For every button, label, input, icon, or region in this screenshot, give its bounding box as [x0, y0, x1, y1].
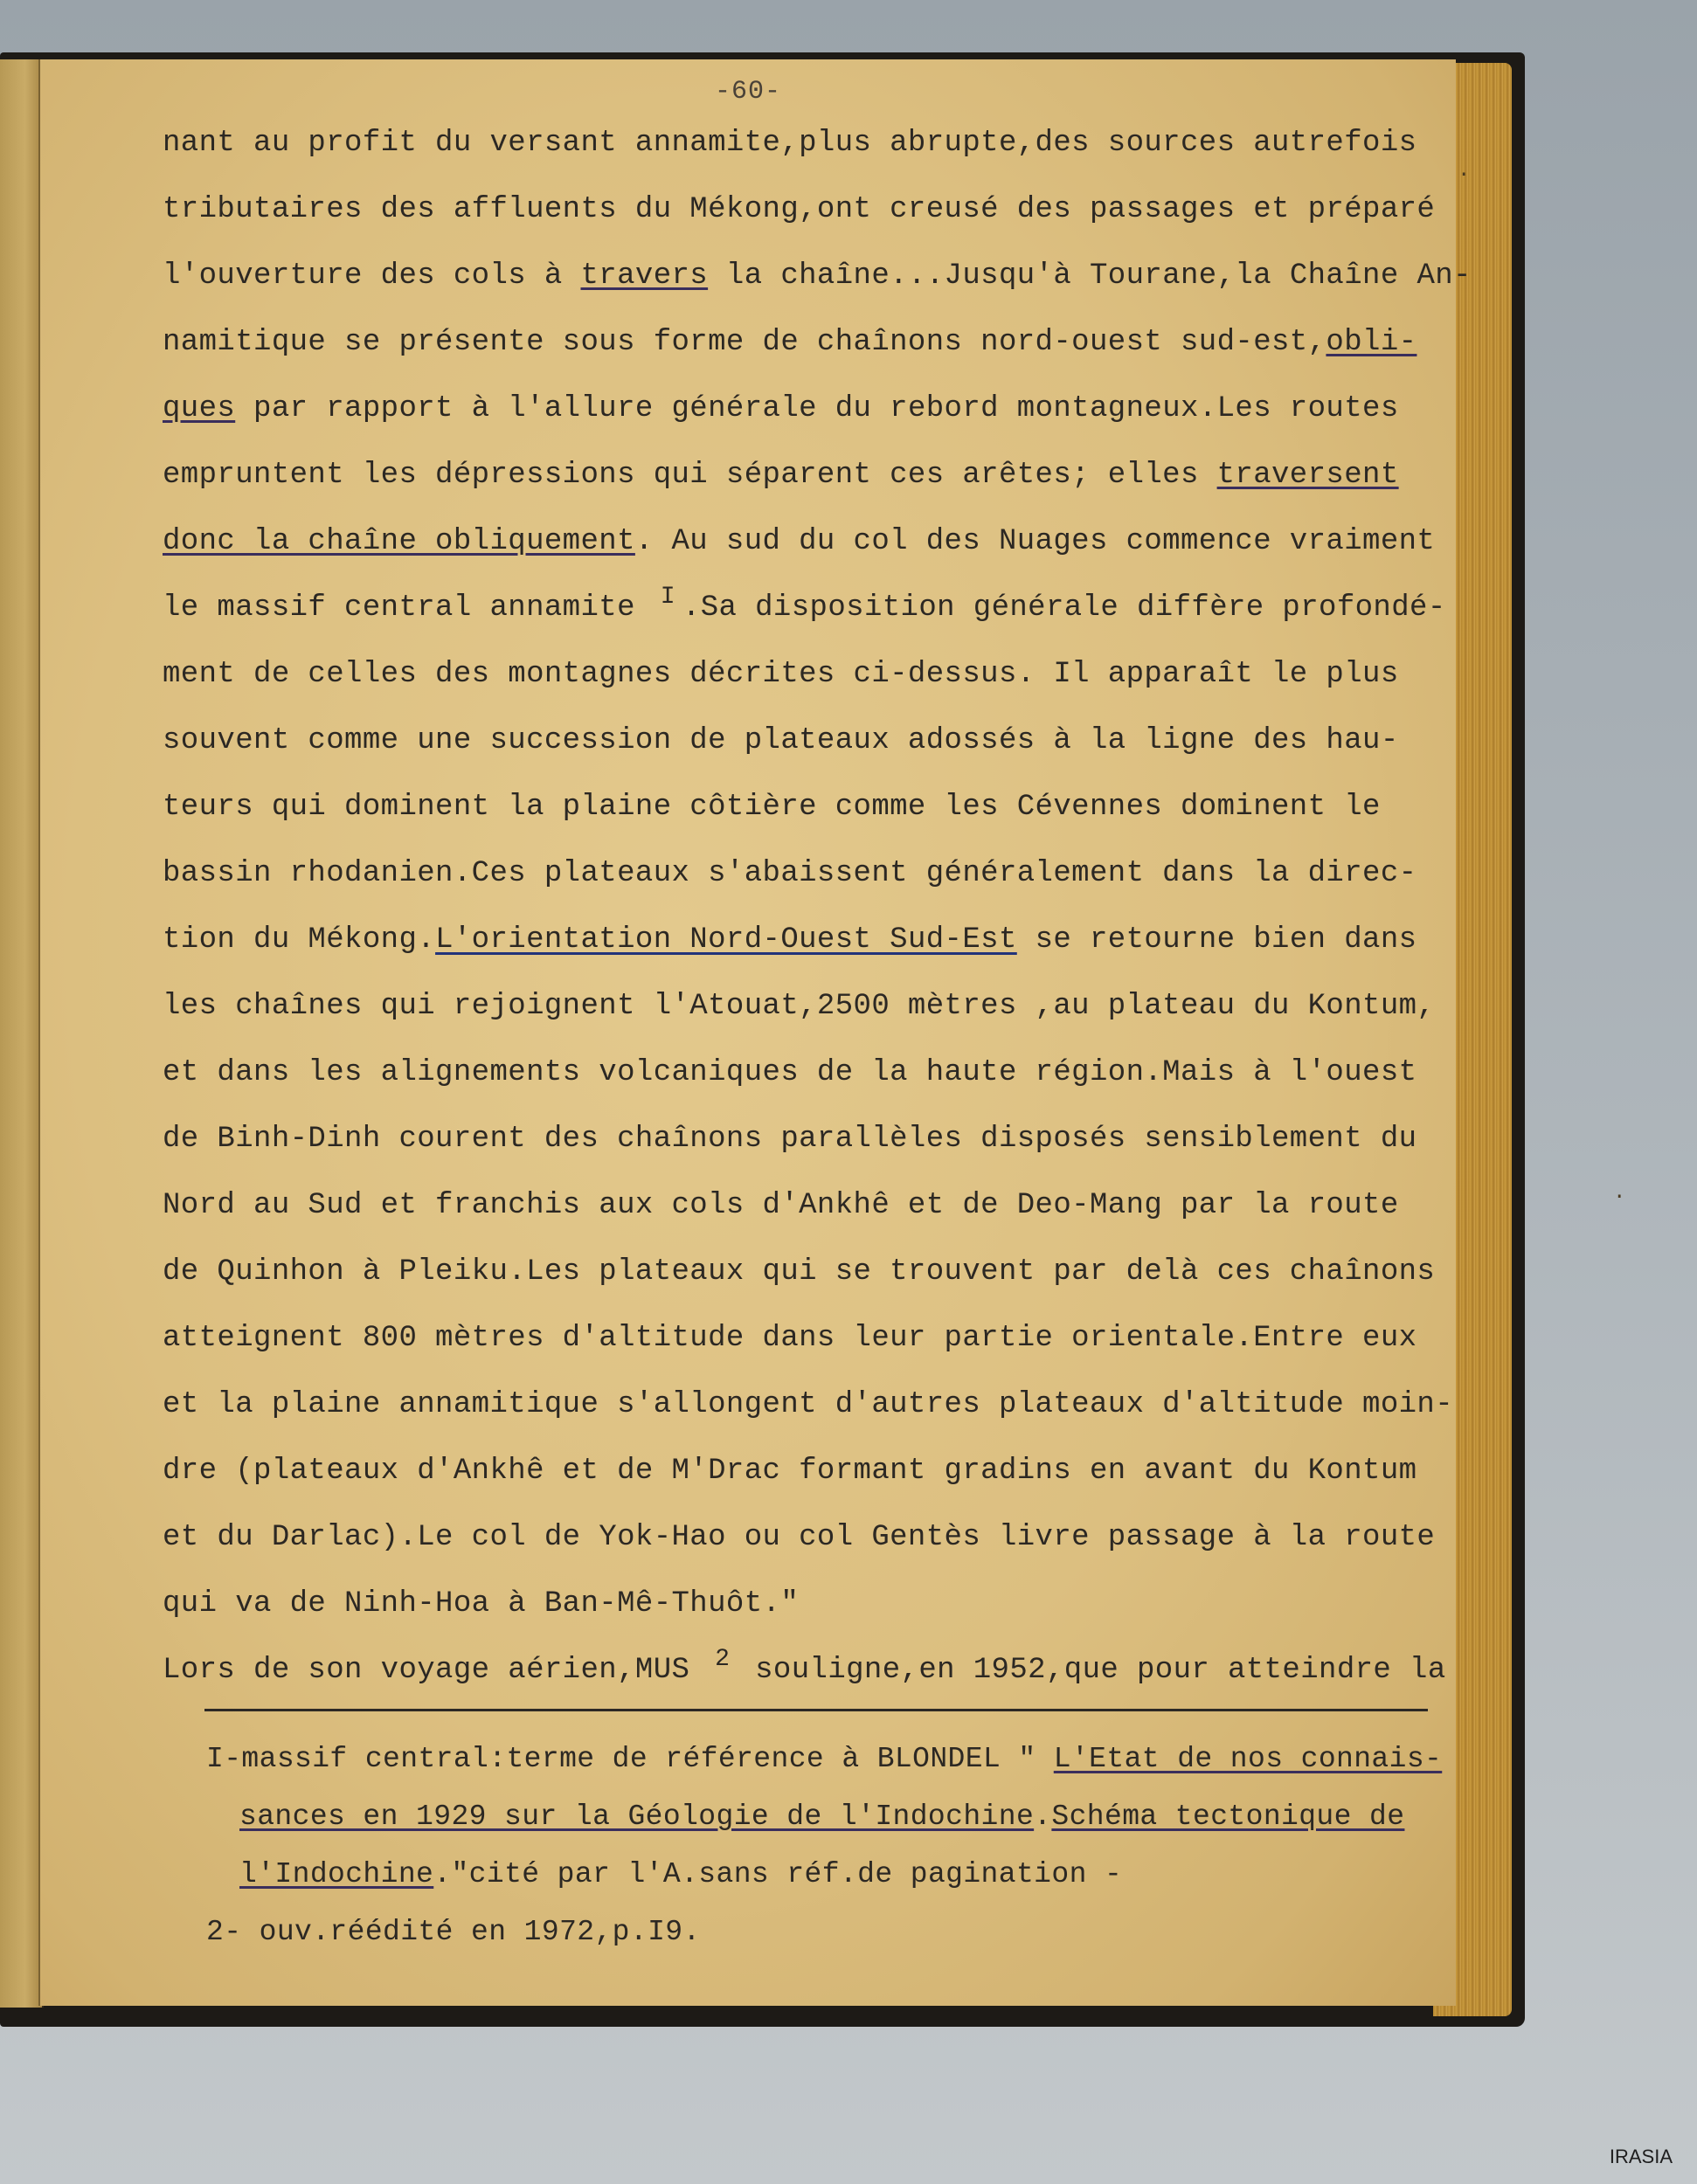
footnote-line: 2- ouv.réédité en 1972,p.I9.: [206, 1916, 701, 1948]
underlined-text: L'Etat de nos connais-: [1053, 1743, 1443, 1775]
text-line: tion du Mékong.L'orientation Nord-Ouest Sud-Est se retourne bien dans: [163, 923, 1417, 957]
text-line: teurs qui dominent la plaine côtière comme les Cévennes dominent le: [163, 791, 1381, 824]
text-line: souvent comme une succession de plateaux adossés à la ligne des hau-: [163, 724, 1399, 757]
footnotes: [206, 1744, 1447, 1974]
footnote-line: sances en 1929 sur la Géologie de l'Indochine.Schéma tectonique de: [239, 1800, 1405, 1833]
underlined-text: ques: [163, 392, 236, 425]
text-line: de Binh-Dinh courent des chaînons parallèles disposés sensiblement du: [163, 1123, 1417, 1156]
text-line: Lors de son voyage aérien,MUS $^2$ souligne,en 1952,que pour atteindre la: [163, 1646, 1446, 1687]
underlined-text: traversent: [1216, 459, 1399, 492]
underlined-text-blue: L'orientation Nord-Ouest Sud-Est: [435, 923, 1017, 957]
underlined-text: Schéma tectonique de: [1051, 1800, 1405, 1833]
margin-mark: .: [1458, 159, 1471, 183]
body-text: [163, 127, 1472, 1721]
footnote-marker-1: I: [660, 584, 675, 611]
underlined-text: sances en 1929 sur la Géologie de l'Indochine: [239, 1800, 1035, 1833]
watermark: IRASIA: [1609, 2146, 1673, 2167]
footnote-line: I-massif central:terme de référence à BLONDEL " L'Etat de nos connais-: [206, 1743, 1443, 1775]
text-line: nant au profit du versant annamite,plus abrupte,des sources autrefois: [163, 127, 1417, 160]
text-line: le massif central annamite $^I$ .Sa disposition générale diffère profondé-: [163, 584, 1446, 625]
text-line: et la plaine annamitique s'allongent d'autres plateaux d'altitude moin-: [163, 1388, 1454, 1421]
underlined-text: obli-: [1326, 326, 1417, 359]
footnote-marker-2: 2: [715, 1646, 731, 1673]
footnote-line: l'Indochine."cité par l'A.sans réf.de pagination -: [239, 1858, 1123, 1890]
text-line: namitique se présente sous forme de chaînons nord-ouest sud-est,obli-: [163, 326, 1417, 359]
text-line: Nord au Sud et franchis aux cols d'Ankhê et de Deo-Mang par la route: [163, 1189, 1399, 1222]
text-line: tributaires des affluents du Mékong,ont creusé des passages et préparé: [163, 193, 1436, 226]
text-line: empruntent les dépressions qui séparent ces arêtes; elles traversent: [163, 459, 1399, 492]
text-line: ques par rapport à l'allure générale du rebord montagneux.Les routes: [163, 392, 1399, 425]
text-line: et dans les alignements volcaniques de la haute région.Mais à l'ouest: [163, 1056, 1417, 1089]
text-line: et du Darlac).Le col de Yok-Hao ou col Gentès livre passage à la route: [163, 1521, 1436, 1554]
text-line: atteignent 800 mètres d'altitude dans leur partie orientale.Entre eux: [163, 1322, 1417, 1355]
margin-mark: .: [1613, 1181, 1626, 1205]
left-page-edge: [0, 59, 44, 2008]
underlined-text: travers: [580, 259, 709, 293]
text-line: qui va de Ninh-Hoa à Ban-Mê-Thuôt.": [163, 1587, 800, 1621]
text-line: dre (plateaux d'Ankhê et de M'Drac formant gradins en avant du Kontum: [163, 1455, 1417, 1488]
text-line: bassin rhodanien.Ces plateaux s'abaissent généralement dans la direc-: [163, 857, 1417, 890]
underlined-text: donc la chaîne obliquement: [163, 525, 635, 558]
text-line: de Quinhon à Pleiku.Les plateaux qui se trouvent par delà ces chaînons: [163, 1255, 1436, 1289]
underlined-text: l'Indochine: [239, 1858, 434, 1890]
text-line: ment de celles des montagnes décrites ci-dessus. Il apparaît le plus: [163, 658, 1399, 691]
text-line: les chaînes qui rejoignent l'Atouat,2500 mètres ,au plateau du Kontum,: [163, 990, 1436, 1023]
text-line: l'ouverture des cols à travers la chaîne...Jusqu'à Tourane,la Chaîne An-: [163, 259, 1472, 293]
page-number: -60-: [715, 77, 782, 107]
text-line: donc la chaîne obliquement. Au sud du col des Nuages commence vraiment: [163, 525, 1436, 558]
footnote-divider: [204, 1709, 1428, 1711]
